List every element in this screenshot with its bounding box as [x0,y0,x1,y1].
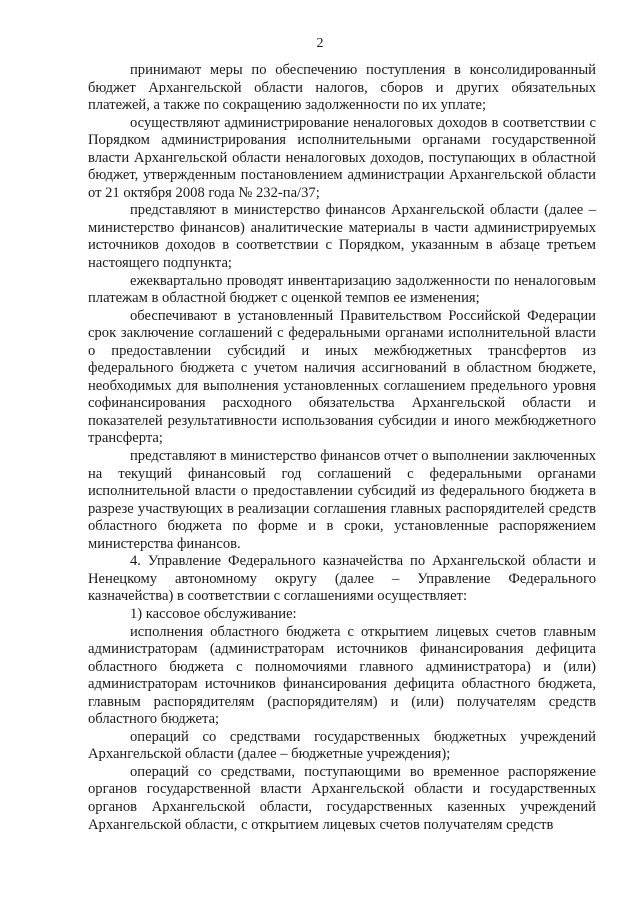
paragraph: обеспечивают в установленный Правительством Российской Федерации срок заключение соглашений с федеральными органами исполнительной власти о предоставлении субсидий и иных межбюджетных трансфертов из федерального бюджета с учетом наличия ассигнований в областном бюджете, необходимых для выполнения установленных соглашением предельного уровня софинансирования расходного обязательства Архангельской области и показателей результативности использования субсидии и иного межбюджетного трансферта; [88,307,596,447]
paragraph: принимают меры по обеспечению поступления в консолидированный бюджет Архангельской области налогов, сборов и других обязательных платежей, а также по сокращению задолженности по их уплате; [88,62,596,114]
paragraph: 1) кассовое обслуживание: [130,605,297,622]
paragraph: ежеквартально проводят инвентаризацию задолженности по неналоговым платежам в областной бюджет с оценкой темпов ее изменения; [88,272,596,307]
paragraph: операций со средствами государственных бюджетных учреждений Архангельской области (далее – бюджетные учреждения); [88,728,596,763]
document-body [88,62,596,834]
paragraph: осуществляют администрирование неналоговых доходов в соответствии с Порядком администрирования исполнительными органами государственной власти Архангельской области неналоговых доходов, поступающих в областной бюджет, утвержденным постановлением администрации Архангельской области от 21 октября 2008 года № 232-па/37; [88,114,596,201]
paragraph: представляют в министерство финансов отчет о выполнении заключенных на текущий финансовый год соглашений с федеральными органами исполнительной власти о предоставлении субсидий из федерального бюджета в разрезе участвующих в реализации соглашения главных распорядителей средств областного бюджета по форме и в сроки, установленные распоряжением министерства финансов. [88,448,596,552]
paragraph: исполнения областного бюджета с открытием лицевых счетов главным администраторам (администраторам источников финансирования дефицита областного бюджета с полномочиями главного администратора) и (или) администраторам источников финансирования дефицита областного бюджета, главным распорядителям (распорядителям) и (или) получателям средств областного бюджета; [88,623,596,728]
paragraph: 4. Управление Федерального казначейства по Архангельской области и Ненецкому автономному округу (далее – Управление Федерального казначейства) в соответствии с соглашениями осуществляет: [88,553,596,605]
paragraph: представляют в министерство финансов Архангельской области (далее – министерство финансов) аналитические материалы в части администрируемых источников доходов в соответствии с Порядком, указанным в абзаце третьем настоящего подпункта; [88,202,596,272]
paragraph: операций со средствами, поступающими во временное распоряжение органов государственной власти Архангельской области и государственных органов Архангельской области, государственных казенных учреждений Архангельской области, с открытием лицевых счетов получателям средств [88,763,596,833]
page-number: 2 [316,36,324,51]
